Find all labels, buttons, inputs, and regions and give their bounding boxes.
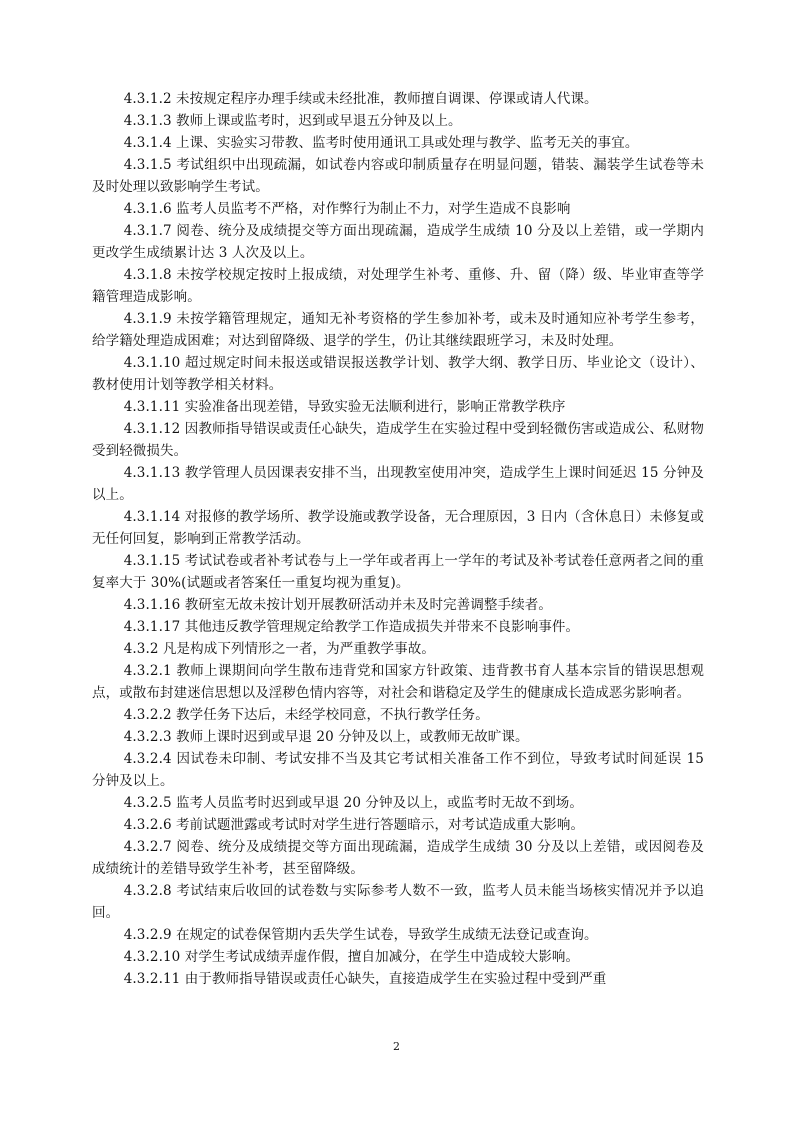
paragraph: 4.3.2.7 阅卷、统分及成绩提交等方面出现疏漏，造成学生成绩 30 分及以上差错，或因阅卷及成绩统计的差错导致学生补考，甚至留降级。 [92, 839, 704, 877]
paragraph: 4.3.2.1 教师上课期间向学生散布违背党和国家方针政策、违背教书育人基本宗旨的错误思想观点，或散布封建迷信思想以及淫秽色情内容等，对社会和谐稳定及学生的健康成长造成恶劣影响者。 [92, 663, 704, 701]
paragraph: 4.3.1.9 未按学籍管理规定，通知无补考资格的学生参加补考，或未及时通知应补考学生参考，给学籍处理造成困难；对达到留降级、退学的学生，仍让其继续跟班学习，未及时处理。 [92, 311, 704, 349]
paragraph: 4.3.1.10 超过规定时间未报送或错误报送教学计划、教学大纲、教学日历、毕业论文（设计）、教材使用计划等教学相关材料。 [92, 355, 704, 393]
paragraph: 4.3.1.15 考试试卷或者补考试卷与上一学年或者再上一学年的考试及补考试卷任意两者之间的重复率大于 30%(试题或者答案任一重复均视为重复)。 [92, 553, 704, 591]
paragraph: 4.3.2.4 因试卷未印制、考试安排不当及其它考试相关准备工作不到位，导致考试时间延误 15 分钟及以上。 [92, 751, 704, 789]
document-body [92, 88, 704, 990]
paragraph: 4.3.1.16 教研室无故未按计划开展教研活动并未及时完善调整手续者。 [123, 597, 552, 613]
paragraph: 4.3.2.9 在规定的试卷保管期内丢失学生试卷，导致学生成绩无法登记或查询。 [123, 927, 598, 943]
paragraph: 4.3.2.3 教师上课时迟到或早退 20 分钟及以上，或教师无故旷课。 [123, 729, 529, 745]
paragraph: 4.3.2.8 考试结束后收回的试卷数与实际参考人数不一致，监考人员未能当场核实情况并予以追回。 [92, 883, 704, 921]
paragraph: 4.3.2.10 对学生考试成绩弄虚作假，擅自加减分，在学生中造成较大影响。 [123, 949, 580, 965]
paragraph: 4.3.2.2 教学任务下达后，未经学校同意，不执行教学任务。 [123, 707, 489, 723]
section-heading: 4.3.2 凡是构成下列情形之一者，为严重教学事故。 [123, 641, 435, 657]
paragraph: 4.3.1.12 因教师指导错误或责任心缺失，造成学生在实验过程中受到轻微伤害或造成公、私财物受到轻微损失。 [92, 421, 704, 459]
paragraph: 4.3.1.11 实验准备出现差错，导致实验无法顺利进行，影响正常教学秩序 [123, 399, 566, 415]
paragraph: 4.3.1.8 未按学校规定按时上报成绩，对处理学生补考、重修、升、留（降）级、毕业审查等学籍管理造成影响。 [92, 267, 704, 305]
paragraph: 4.3.1.2 未按规定程序办理手续或未经批准，教师擅自调课、停课或请人代课。 [123, 91, 598, 107]
paragraph: 4.3.1.3 教师上课或监考时，迟到或早退五分钟及以上。 [123, 113, 462, 129]
paragraph: 4.3.1.13 教学管理人员因课表安排不当，出现教室使用冲突，造成学生上课时间延迟 15 分钟及以上。 [92, 465, 704, 503]
paragraph: 4.3.2.6 考前试题泄露或考试时对学生进行答题暗示，对考试造成重大影响。 [123, 817, 585, 833]
paragraph: 4.3.1.17 其他违反教学管理规定给教学工作造成损失并带来不良影响事件。 [123, 619, 580, 635]
paragraph: 4.3.1.14 对报修的教学场所、教学设施或教学设备，无合理原因，3 日内（含休息日）未修复或无任何回复，影响到正常教学活动。 [92, 509, 704, 547]
paragraph: 4.3.2.5 监考人员监考时迟到或早退 20 分钟及以上，或监考时无故不到场。 [123, 795, 583, 811]
page-number: 2 [393, 1040, 400, 1053]
paragraph: 4.3.1.6 监考人员监考不严格，对作弊行为制止不力，对学生造成不良影响 [123, 201, 571, 217]
paragraph: 4.3.1.7 阅卷、统分及成绩提交等方面出现疏漏，造成学生成绩 10 分及以上差错，或一学期内更改学生成绩累计达 3 人次及以上。 [92, 223, 704, 261]
paragraph: 4.3.2.11 由于教师指导错误或责任心缺失，直接造成学生在实验过程中受到严重 [123, 971, 607, 987]
paragraph: 4.3.1.5 考试组织中出现疏漏，如试卷内容或印制质量存在明显问题，错装、漏装学生试卷等未及时处理以致影响学生考试。 [92, 157, 704, 195]
paragraph: 4.3.1.4 上课、实验实习带教、监考时使用通讯工具或处理与教学、监考无关的事宜。 [123, 135, 639, 151]
